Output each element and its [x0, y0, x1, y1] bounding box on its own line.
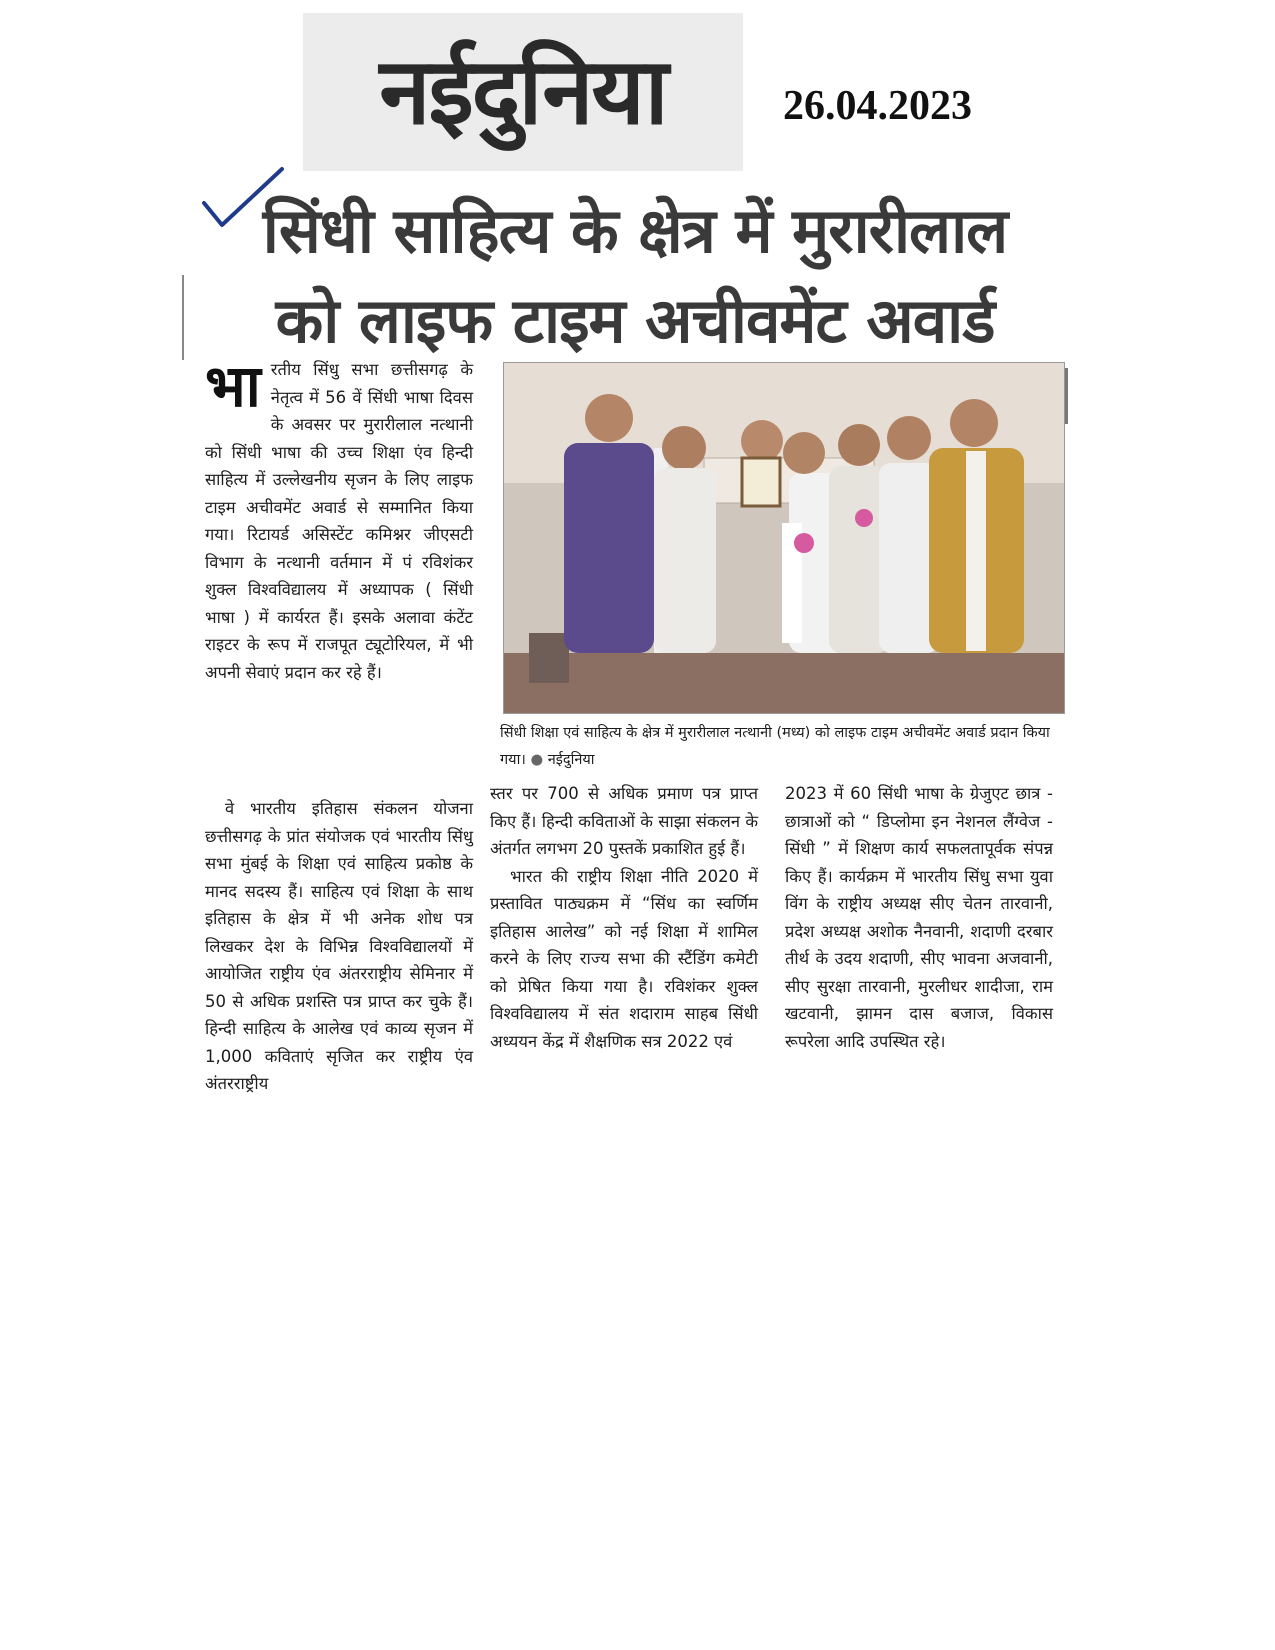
masthead-title: नईदुनिया: [379, 38, 667, 145]
newspaper-masthead: [303, 13, 743, 171]
photo-caption: [500, 720, 1060, 774]
publication-date: 26.04.2023: [783, 83, 972, 129]
dropcap: भा: [205, 352, 261, 420]
article-column-1b: [205, 795, 473, 1098]
article-paragraph-4: भारत की राष्ट्रीय शिक्षा नीति 2020 में प्रस्तावित पाठ्यक्रम में “सिंध का स्वर्णिम इतिहास आलेख” को नई शिक्षा में शामिल करने के लिए राज्य सभा की स्टैंडिंग कमेटी को प्रेषित किया गया है। रविशंकर शुक्ल विश्वविद्यालय में संत शदाराम साहब सिंधी अध्ययन केंद्र में शैक्षणिक सत्र 2022 एवं: [490, 866, 758, 1051]
caption-text: सिंधी शिक्षा एवं साहित्य के क्षेत्र में मुरारीलाल नत्थानी (मध्य) को लाइफ टाइम अचीवमेंट अवार्ड प्रदान किया गया।: [500, 725, 1050, 768]
article-column-2: [490, 780, 758, 1055]
article-column-1a: [205, 352, 473, 686]
article-column-3: [785, 780, 1053, 1055]
page-edge-mark: [182, 275, 184, 360]
article-paragraph-3: स्तर पर 700 से अधिक प्रमाण पत्र प्राप्त किए हैं। हिन्दी कविताओं के साझा संकलन के अंतर्गत लगभग 20 पुस्तकें प्रकाशित हुई हैं।: [490, 784, 758, 858]
article-headline: [250, 186, 1020, 366]
headline-line-1: सिंधी साहित्य के क्षेत्र में मुरारीलाल: [262, 194, 1008, 267]
headline-line-2: को लाइफ टाइम अचीवमेंट अवार्ड: [275, 284, 995, 357]
bullet-icon: ●: [530, 752, 548, 768]
photo-side-mark: [1065, 368, 1068, 424]
article-paragraph-2: वे भारतीय इतिहास संकलन योजना छत्तीसगढ़ के प्रांत संयोजक एवं भारतीय सिंधु सभा मुंबई के शिक्षा एवं साहित्य प्रकोष्ठ के मानद सदस्य हैं। साहित्य एवं शिक्षा के साथ इतिहास के क्षेत्र में भी अनेक शोध पत्र लिखकर देश के विभिन्न विश्वविद्यालयों में आयोजित राष्ट्रीय एंव अंतरराष्ट्रीय सेमिनार में 50 से अधिक प्रशस्ति पत्र प्राप्त कर चुके हैं। हिन्दी साहित्य के आलेख एवं काव्य सृजन में 1,000 कविताएं सृजित कर राष्ट्रीय एंव अंतरराष्ट्रीय: [205, 799, 473, 1093]
article-paragraph-5: 2023 में 60 सिंधी भाषा के ग्रेजुएट छात्र - छात्राओं को “ डिप्लोमा इन नेशनल लैंग्वेज - सिंधी ” में शिक्षण कार्य सफलतापूर्वक संपन्न किए हैं। कार्यक्रम में भारतीय सिंधु सभा युवा विंग के राष्ट्रीय अध्यक्ष सीए चेतन तारवानी, प्रदेश अध्यक्ष अशोक नैनवानी, शदाणी दरबार तीर्थ के उदय शदाणी, सीए भावना अजवानी, सीए सुरक्षा तारवानी, मुरलीधर शादीजा, राम खटवानी, झामन दास बजाज, विकास रूपरेला आदि उपस्थित रहे।: [785, 784, 1053, 1051]
caption-credit: नईदुनिया: [547, 752, 595, 768]
article-paragraph-1: रतीय सिंधु सभा छत्तीसगढ़ के नेतृत्व में 56 वें सिंधी भाषा दिवस के अवसर पर मुरारीलाल नत्थानी को सिंधी भाषा की उच्च शिक्षा एंव हिन्दी साहित्य में उल्लेखनीय सृजन के लिए लाइफ टाइम अचीवमेंट अवार्ड से सम्मानित किया गया। रिटायर्ड असिस्टेंट कमिश्नर जीएसटी विभाग के नत्थानी वर्तमान में पं रविशंकर शुक्ल विश्वविद्यालय में अध्यापक ( सिंधी भाषा ) में कार्यरत हैं। इसके अलावा कंटेंट राइटर के रूप में राजपूत ट्यूटोरियल, में भी अपनी सेवाएं प्रदान कर रहे हैं।: [205, 360, 473, 682]
award-ceremony-photo: [503, 362, 1065, 714]
